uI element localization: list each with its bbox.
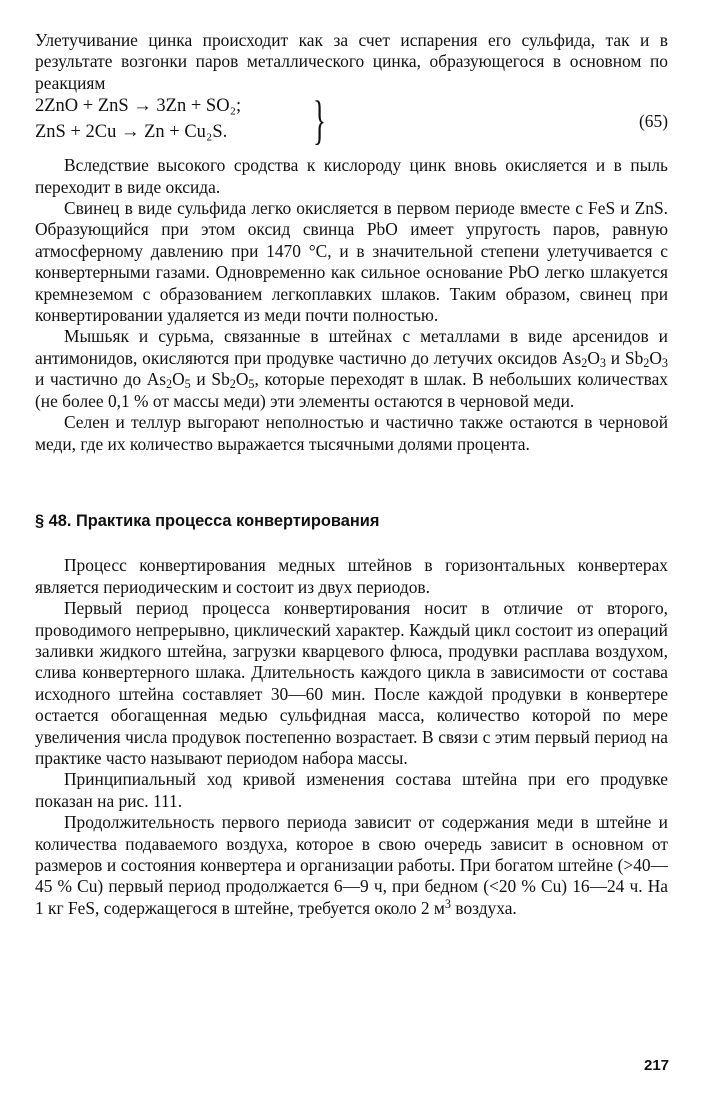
paragraph-arsenic-antimony: Мышьяк и сурьма, связанные в штейнах с металлами в виде арсенидов и антимонидов, окисляются при продувке частично до летучих оксидов $As_2O_3$ и $Sb_2O_3$ и частично до $As_2O_5$ и $Sb_2O_5$, которые переходят в шлак. В небольших количествах (не более 0,1 % от массы меди) эти элементы остаются в черновой меди. — [35, 326, 668, 411]
paragraph-converting-periods: Процесс конвертирования медных штейнов в горизонтальных конвертерах является периодическим и состоит из двух периодов. — [35, 555, 668, 597]
paragraph-duration: Продолжительность первого периода зависит от содержания меди в штейне и количества подаваемого воздуха, которое в свою очередь зависит в основном от размеров и состояния конвертера и организации работы. При богатом штейне (>40—45 % Cu) первый период продолжается 6—9 ч, при бедном (<20 % Cu) 16—24 ч. На 1 кг FeS, содержащегося в штейне, требуется около 2 $м^3$ воздуха. — [35, 812, 668, 918]
equation-block — [35, 90, 668, 151]
page-body — [35, 30, 668, 919]
section-heading: § 48. Практика процесса конвертирования — [35, 511, 380, 530]
paragraph-zinc-volatilization: Улетучивание цинка происходит как за счет испарения его сульфида, так и в результате возгонки паров металлического цинка, образующегося в основном по реакциям — [35, 30, 668, 93]
equation-number: (65) — [639, 111, 668, 132]
paragraph-first-period: Первый период процесса конвертирования носит в отличие от второго, проводимого непрерывно, циклический характер. Каждый цикл состоит из операций заливки жидкого штейна, загрузки кварцевого флюса, продувки расплава воздухом, слива конвертерного шлака. Длительность каждого цикла в зависимости от состава исходного штейна составляет 30—60 мин. После каждой продувки в конвертере остается обогащенная медью сульфидная масса, количество которой по мере увеличения числа продувок постепенно возрастает. В связи с этим первый период на практике часто называют периодом набора массы. — [35, 598, 668, 768]
equation-brace: } — [313, 90, 326, 151]
paragraph-zinc-oxidation: Вследствие высокого сродства к кислороду цинк вновь окисляется и в пыль переходит в виде оксида. — [35, 155, 668, 197]
paragraph-selenium-tellurium: Селен и теллур выгорают неполностью и частично также остаются в черновой меди, где их количество выражается тысячными долями процента. — [35, 412, 668, 454]
paragraph-curve-reference: Принципиальный ход кривой изменения состава штейна при его продувке показан на рис. 111. — [35, 769, 668, 811]
paragraph-lead: Свинец в виде сульфида легко окисляется в первом периоде вместе с FeS и ZnS. Образующийся при этом оксид свинца PbO имеет упругость паров, равную атмосферному давлению при 1470 °C, и в значительной степени улетучивается с конвертерными газами. Одновременно как сильное основание PbO легко шлакуется кремнеземом с образованием легкоплавких шлаков. Таким образом, свинец при конвертировании удаляется из меди почти полностью. — [35, 198, 668, 326]
page-number: 217 — [644, 1057, 670, 1074]
equation-zns-cu: ZnS + 2Cu → Zn + Cu₂S. — [35, 122, 228, 143]
equation-zno-zns: 2ZnO + ZnS → 3Zn + SO₂; — [35, 96, 242, 117]
